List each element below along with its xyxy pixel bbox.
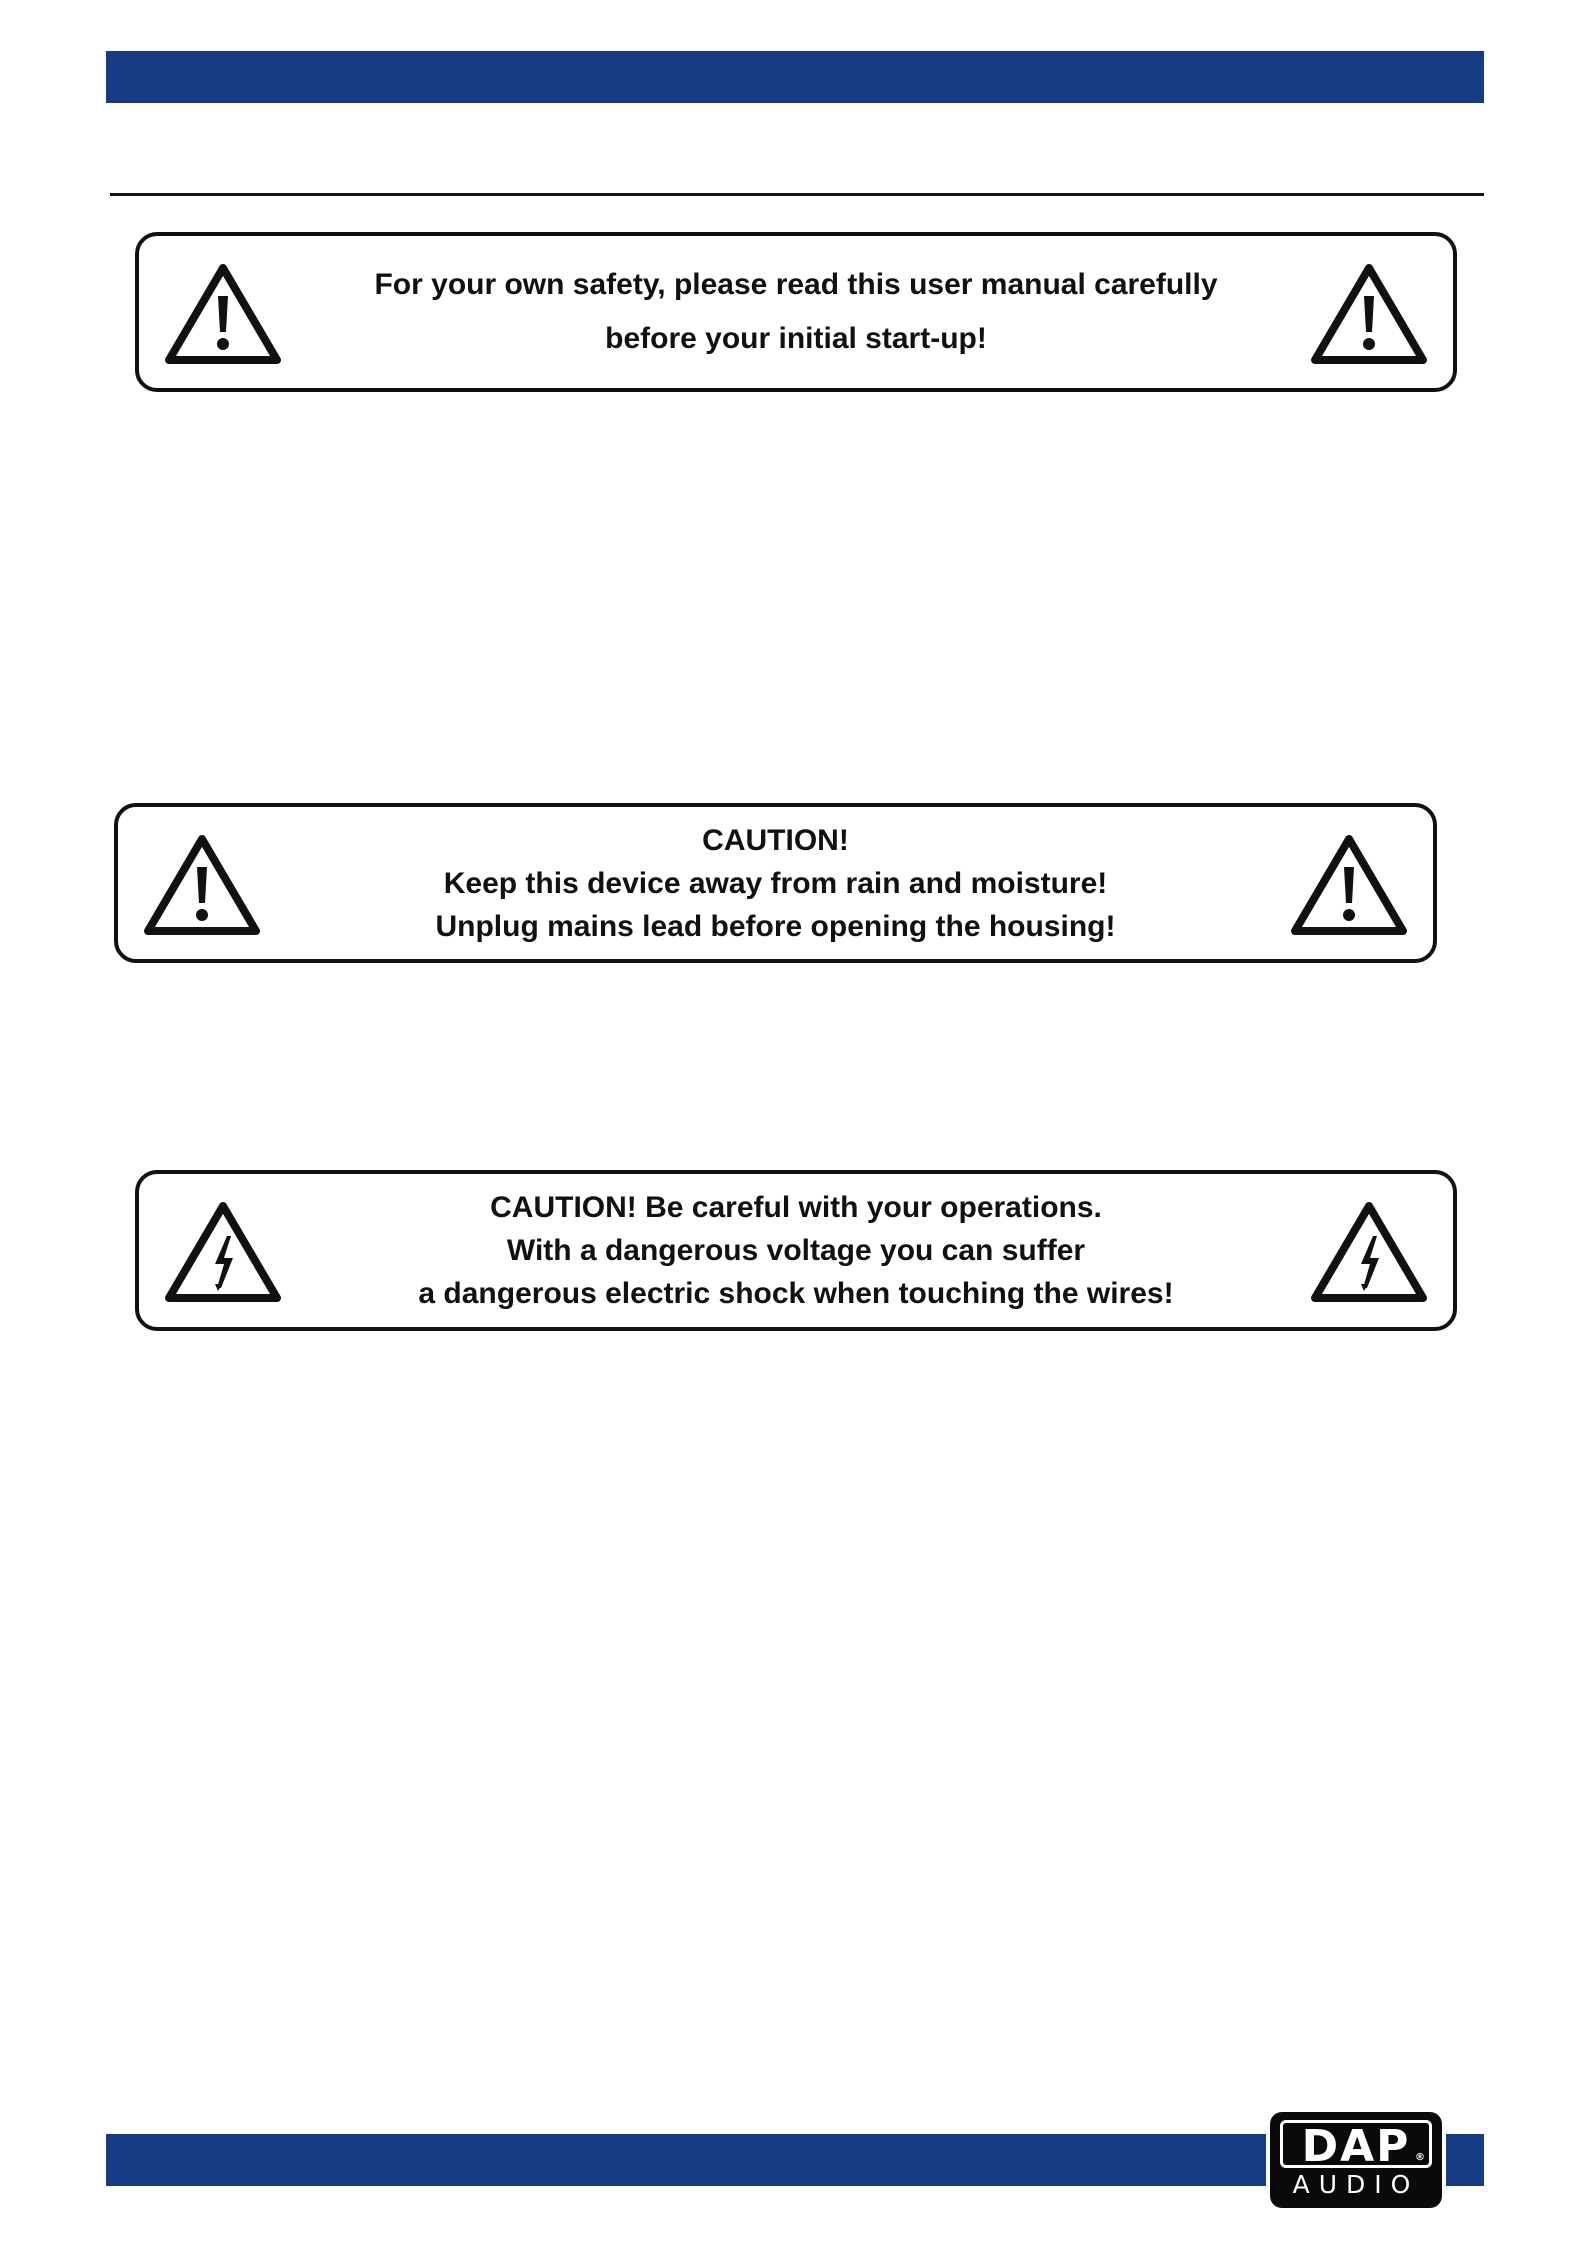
notice-text (309, 236, 1283, 388)
header-divider (110, 193, 1484, 196)
notice-line: before your initial start-up! (605, 322, 987, 355)
dap-audio-logo (1266, 2108, 1446, 2212)
registered-mark: ® (1415, 2152, 1425, 2163)
exclamation-warning-icon (1287, 831, 1411, 939)
notice-line: Keep this device away from rain and moisture! (443, 866, 1108, 900)
caution-notice-electric-shock (135, 1170, 1457, 1331)
notice-line: CAUTION! Be careful with your operations. (490, 1191, 1102, 1224)
notice-text (309, 1174, 1283, 1327)
notice-text (288, 807, 1263, 959)
notice-line: Unplug mains lead before opening the housing! (435, 909, 1116, 943)
safety-notice-read-manual (135, 232, 1457, 392)
notice-line: With a dangerous voltage you can suffer (506, 1234, 1086, 1267)
caution-notice-moisture (114, 803, 1437, 963)
electric-shock-warning-icon (1307, 1198, 1431, 1306)
notice-line: For your own safety, please read this user manual carefully (374, 268, 1218, 301)
logo-wordmark-bottom: AUDIO (1292, 2170, 1420, 2199)
notice-line: a dangerous electric shock when touching the wires! (418, 1277, 1174, 1310)
logo-dap-text: DAP (1301, 2121, 1411, 2172)
logo-badge (1270, 2112, 1442, 2208)
electric-shock-warning-icon (161, 1198, 285, 1306)
exclamation-warning-icon (140, 831, 264, 939)
logo-wordmark-top (1280, 2120, 1432, 2172)
header-bar (106, 51, 1484, 103)
exclamation-warning-icon (1307, 260, 1431, 368)
exclamation-warning-icon (161, 260, 285, 368)
notice-line: CAUTION! (702, 823, 849, 857)
